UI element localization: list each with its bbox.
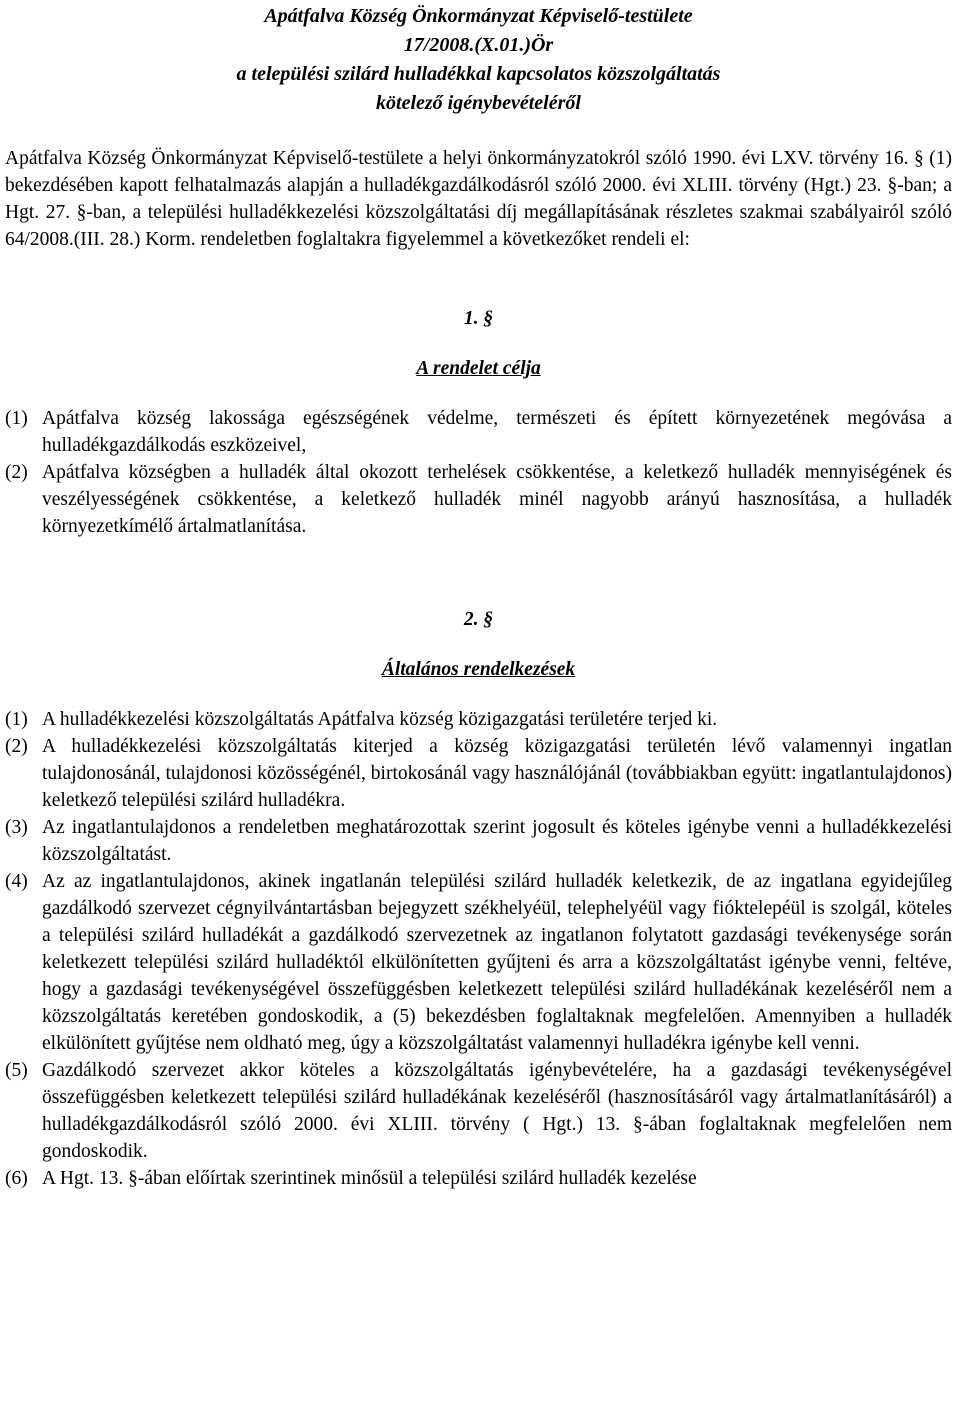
section-1-title: A rendelet célja [416,358,541,379]
preamble-paragraph: Apátfalva Község Önkormányzat Képviselő-testülete a helyi önkormányzatokról szóló 1990. évi LXV. törvény 16. § (1) bekezdésében kapott felhatalmazás alapján a hulladékgazdálkodásról szóló 2000. évi XLIII. törvény (Hgt.) 23. §-ban; a Hgt. 27. §-ban, a települési hulladékkezelési közszolgáltatási díj megállapításának részletes szakmai szabályairól szóló 64/2008.(III. 28.) Korm. rendeletben foglaltakra figyelemmel a következőket rendeli el: [5,148,952,250]
item-text: A hulladékkezelési közszolgáltatás kiterjed a község közigazgatási területén lévő valamennyi ingatlan tulajdonosánál, tulajdonosi közösségénél, birtokosánál vagy használójánál (továbbiakban együtt: ingatlantulajdonos) keletkező települési szilárd hulladékra. [42,736,952,811]
section-2-item-4 [5,868,952,1057]
item-number: (1) [5,408,28,429]
item-number: (5) [5,1060,28,1081]
item-text: Az az ingatlantulajdonos, akinek ingatlanán települési szilárd hulladék keletkezik, de az ingatlana egyidejűleg gazdálkodó szervezet cégnyilvántartásban bejegyzett székhelyéül, telephelyéül vagy fióktelepéül is szolgál, köteles a települési szilárd hulladékát a gazdálkodó szervezetnek az ingatlanon folytatott gazdasági tevékenysége során keletkezett települési szilárd hulladéktól elkülönítetten gyűjteni és arra a közszolgáltatást igénybe venni, feltéve, hogy a gazdasági tevékenységével összefüggésben keletkezett települési szilárd hulladékának kezeléséről nem a közszolgáltatás keretében gondoskodik, a (5) bekezdésben foglaltaknak megfelelően. Amennyiben a hulladék elkülönített gyűjtése nem oldható meg, úgy a közszolgáltatást valamennyi hulladékra igénybe kell venni. [42,871,952,1054]
item-number: (2) [5,462,28,483]
section-2-item-1 [5,706,952,733]
section-2-item-3 [5,814,952,868]
header-decree-number: 17/2008.(X.01.)Ör [403,34,554,56]
item-text: Apátfalva község lakossága egészségének védelme, természeti és épített környezetének megóvása a hulladékgazdálkodás eszközeivel, [42,408,952,456]
section-2-list [5,706,952,1192]
section-1-list [5,405,952,540]
section-2-item-6 [5,1165,952,1192]
header-council: Apátfalva Község Önkormányzat Képviselő-testülete [264,5,693,27]
section-2-item-5 [5,1057,952,1165]
item-number: (2) [5,736,28,757]
section-1-item-2 [5,459,952,540]
item-number: (3) [5,817,28,838]
item-text: Az ingatlantulajdonos a rendeletben meghatározottak szerint jogosult és köteles igénybe venni a hulladékkezelési közszolgáltatást. [42,817,952,865]
item-number: (1) [5,709,28,730]
item-text: Apátfalva községben a hulladék által okozott terhelések csökkentése, a keletkező hulladék mennyiségének és veszélyességének csökkentése, a keletkező hulladék minél nagyobb arányú hasznosítása, a hulladék környezetkímélő ártalmatlanítása. [42,462,952,537]
item-number: (4) [5,871,28,892]
item-text: Gazdálkodó szervezet akkor köteles a közszolgáltatás igénybevételére, ha a gazdasági tevékenységével összefüggésben keletkezett települési szilárd hulladékának kezeléséről (hasznosításáról vagy ártalmatlanításáról) a hulladékgazdálkodásról szóló 2000. évi XLIII. törvény ( Hgt.) 13. §-ában foglaltaknak megfelelően nem gondoskodik. [42,1060,952,1162]
section-2-item-2 [5,733,952,814]
header-subject-line2: kötelező igénybevételéről [376,92,581,114]
section-2-number: 2. § [463,609,494,630]
document-header [5,2,952,118]
header-subject-line1: a települési szilárd hulladékkal kapcsolatos közszolgáltatás [236,63,721,85]
item-text: A Hgt. 13. §-ában előírtak szerintinek minősül a települési szilárd hulladék kezelése [42,1168,697,1189]
section-1-item-1 [5,405,952,459]
section-1-number: 1. § [463,308,494,329]
item-number: (6) [5,1168,28,1189]
section-2-title: Általános rendelkezések [381,659,576,680]
item-text: A hulladékkezelési közszolgáltatás Apátfalva község közigazgatási területére terjed ki. [42,709,718,730]
